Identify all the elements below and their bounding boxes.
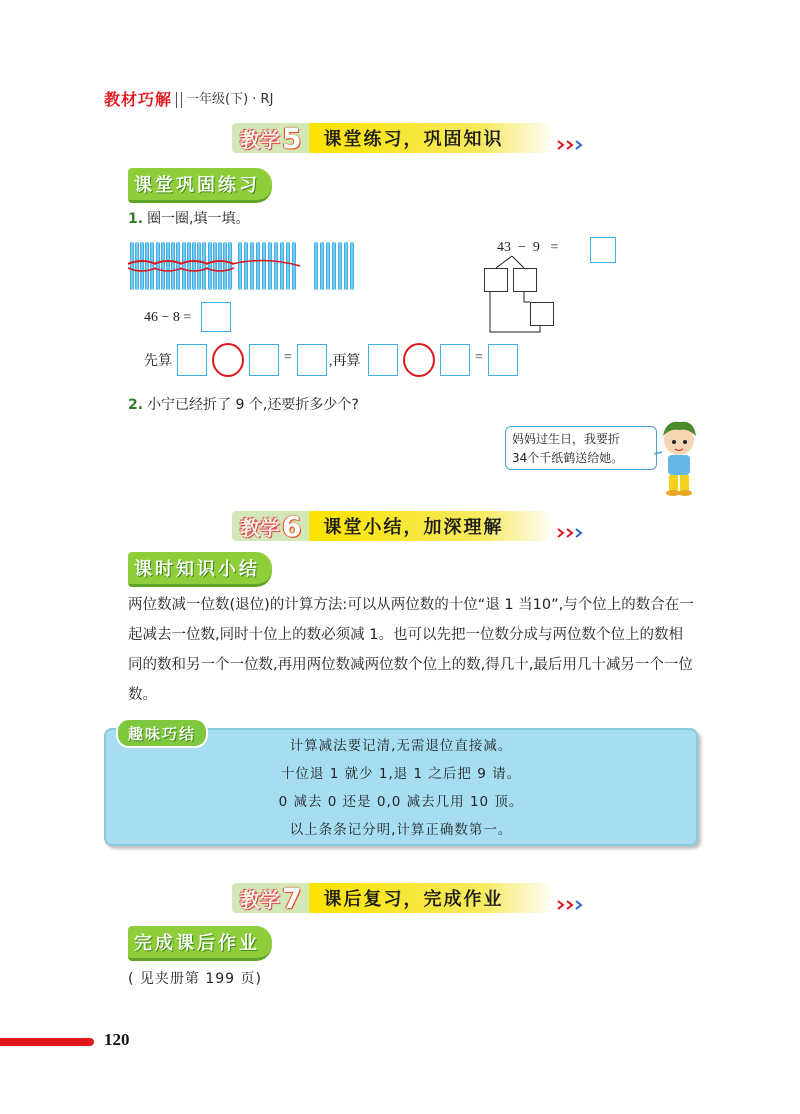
question-1-title <box>128 208 250 228</box>
step7-number: 7 <box>282 881 302 915</box>
tip-line-2: 十位退 1 就少 1,退 1 之后把 9 请。 <box>280 766 522 782</box>
first-calc-label: 先算 <box>144 354 172 369</box>
speech-line-1: 妈妈过生日，我要折 <box>512 432 621 446</box>
tip-tag-label: 趣味巧结 <box>128 724 197 743</box>
tip-line-1: 计算减法要记清,无需退位直接减。 <box>289 738 513 754</box>
split-box-left[interactable] <box>484 268 508 292</box>
step7-badge <box>232 883 309 913</box>
tip-box <box>104 724 698 846</box>
triple-arrow-icon <box>556 125 592 151</box>
counting-sticks-illustration <box>128 238 364 296</box>
footer-red-bar <box>0 1038 94 1046</box>
book-brand: 教材巧解 <box>104 90 173 109</box>
section-summary-heading <box>128 552 272 587</box>
step5-title: 课堂练习，巩固知识 <box>309 123 556 153</box>
speech-line-2: 34个千纸鹤送给她。 <box>512 451 624 465</box>
result-box-lower[interactable] <box>530 302 554 326</box>
first-calc-result-box[interactable] <box>297 344 327 376</box>
answer-box-43-minus-9[interactable] <box>590 237 616 263</box>
question-2-number: 2. <box>128 397 144 413</box>
section-practice-label: 课堂巩固练习 <box>134 175 260 196</box>
section-homework-heading <box>128 926 272 961</box>
step6-number: 6 <box>282 509 302 543</box>
question-2-text: 小宁已经折了 9 个,还要折多少个? <box>147 397 359 413</box>
tip-line-4: 以上条条记分明,计算正确数第一。 <box>289 822 513 838</box>
then-calc-result-box[interactable] <box>488 344 518 376</box>
question-2 <box>128 394 359 414</box>
question-1-number: 1. <box>128 211 144 227</box>
section-homework-label: 完成课后作业 <box>134 933 260 954</box>
then-calc-box-1[interactable] <box>368 344 398 376</box>
step5-banner <box>232 120 592 156</box>
tip-line-3: 0 减去 0 还是 0,0 减去几用 10 顶。 <box>278 794 524 810</box>
expression-46-minus-8: 46 − 8 = <box>144 310 192 325</box>
tip-rhyme <box>106 732 696 844</box>
boy-character-illustration <box>654 418 704 498</box>
running-header <box>104 90 273 110</box>
triple-arrow-icon <box>556 513 592 539</box>
triple-arrow-icon <box>556 885 592 911</box>
step6-title: 课堂小结，加深理解 <box>309 511 556 541</box>
then-calc-operator-circle[interactable] <box>403 343 435 377</box>
homework-note: ( 见夹册第 199 页) <box>128 971 262 987</box>
first-calc-operator-circle[interactable] <box>212 343 244 377</box>
then-calc-equals: = <box>475 350 483 365</box>
page-number: 120 <box>104 1030 130 1049</box>
header-divider <box>176 92 182 108</box>
step7-banner <box>232 880 592 916</box>
speech-bubble <box>505 426 657 470</box>
step5-badge <box>232 123 309 153</box>
first-calc-box-2[interactable] <box>249 344 279 376</box>
then-calc-box-2[interactable] <box>440 344 470 376</box>
step6-badge-label: 教学 <box>240 515 280 540</box>
step7-title: 课后复习，完成作业 <box>309 883 556 913</box>
step7-badge-label: 教学 <box>240 887 280 912</box>
then-calc-label: ,再算 <box>329 354 361 369</box>
step6-banner <box>232 508 592 544</box>
question-1-text: 圈一圈,填一填。 <box>147 211 250 227</box>
step6-badge <box>232 511 309 541</box>
section-summary-label: 课时知识小结 <box>134 559 260 580</box>
section-practice-heading <box>128 168 272 203</box>
expression-43-minus-9: 43 − 9 = <box>497 240 559 255</box>
step5-badge-label: 教学 <box>240 127 280 152</box>
grade-label: 一年级(下) · RJ <box>186 92 274 107</box>
first-calc-box-1[interactable] <box>177 344 207 376</box>
step5-number: 5 <box>282 121 302 155</box>
split-box-right[interactable] <box>513 268 537 292</box>
answer-box-46-minus-8[interactable] <box>201 302 231 332</box>
summary-paragraph: 两位数减一位数(退位)的计算方法:可以从两位数的十位“退 1 当10”,与个位上的数合在一起减去一位数,同时十位上的数必须减 1。也可以先把一位数分成与两位数个位上的数相同的数和另一个一位数,再用两位数减两位数个位上的数,得几十,最后用几十减另一个一位数。 <box>128 597 694 703</box>
first-calc-equals: = <box>284 350 292 365</box>
